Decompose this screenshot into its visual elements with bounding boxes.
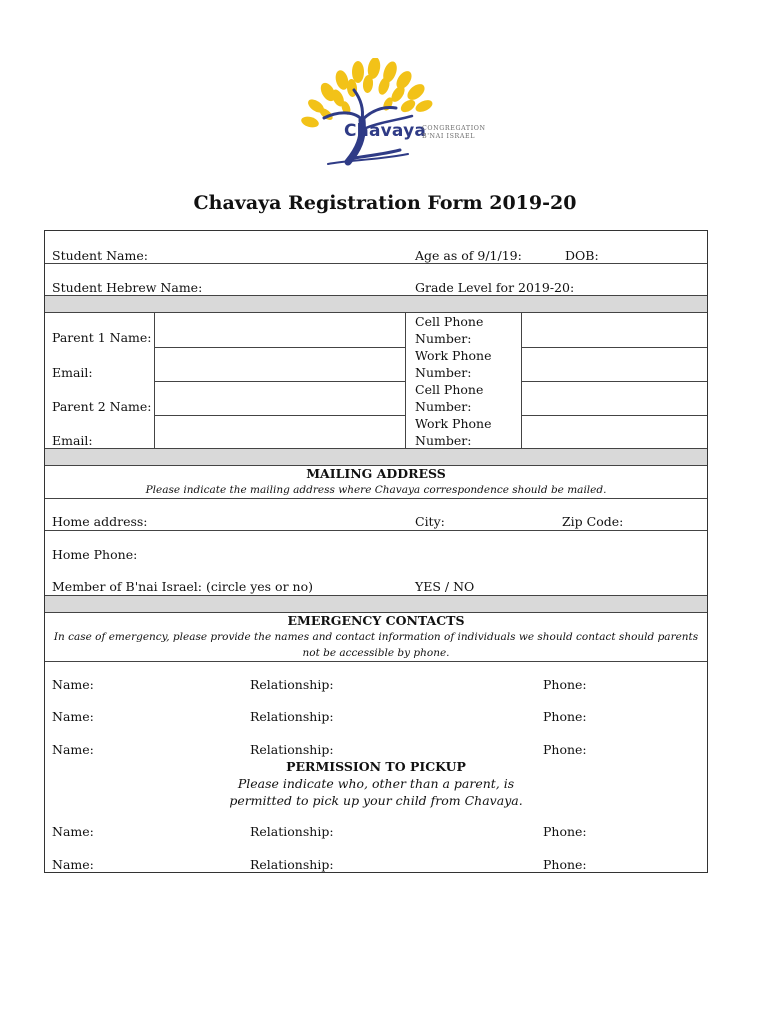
emergency-name-label-1: Name: bbox=[52, 677, 94, 692]
home-address-label: Home address: bbox=[52, 514, 148, 529]
pickup-relationship-label-1: Relationship: bbox=[250, 824, 334, 839]
member-yes-no: YES / NO bbox=[415, 579, 475, 594]
student-hebrew-name-label: Student Hebrew Name: bbox=[52, 280, 203, 295]
mailing-address-heading: MAILING ADDRESS bbox=[306, 466, 446, 481]
section-divider-emergency bbox=[45, 595, 707, 612]
city-label: City: bbox=[415, 514, 445, 529]
parent1-work-label: Work Phone Number: bbox=[415, 348, 492, 380]
pickup-phone-label-2: Phone: bbox=[543, 857, 587, 872]
pickup-relationship-label-2: Relationship: bbox=[250, 857, 334, 872]
emergency-phone-label-2: Phone: bbox=[543, 709, 587, 724]
logo-wordmark: Chavaya bbox=[344, 121, 427, 141]
emergency-name-label-2: Name: bbox=[52, 709, 94, 724]
emergency-relationship-label-1: Relationship: bbox=[250, 677, 334, 692]
section-divider-parents bbox=[45, 295, 707, 312]
logo-subtitle-line2: B'NAI ISRAEL bbox=[422, 133, 475, 140]
grade-level-label: Grade Level for 2019-20: bbox=[415, 280, 575, 295]
home-phone-label: Home Phone: bbox=[52, 547, 138, 562]
parent2-work-label: Work Phone Number: bbox=[415, 416, 492, 448]
parent2-cell-label: Cell Phone Number: bbox=[415, 382, 484, 414]
student-name-label: Student Name: bbox=[52, 248, 148, 263]
parent2-email-label: Email: bbox=[52, 433, 93, 448]
member-label: Member of B'nai Israel: (circle yes or no) bbox=[52, 579, 313, 594]
chavaya-logo bbox=[288, 58, 488, 170]
section-divider-mailing bbox=[45, 448, 707, 465]
emergency-contacts-heading: EMERGENCY CONTACTS bbox=[287, 613, 465, 628]
parent1-email-label: Email: bbox=[52, 365, 93, 380]
parent2-name-label: Parent 2 Name: bbox=[52, 399, 152, 414]
pickup-name-label-2: Name: bbox=[52, 857, 94, 872]
zip-code-label: Zip Code: bbox=[562, 514, 624, 529]
pickup-note-line1: Please indicate who, other than a parent, is bbox=[237, 776, 515, 791]
parent1-name-label: Parent 1 Name: bbox=[52, 330, 152, 345]
emergency-phone-label-3: Phone: bbox=[543, 742, 587, 757]
pickup-name-label-1: Name: bbox=[52, 824, 94, 839]
emergency-relationship-label-2: Relationship: bbox=[250, 709, 334, 724]
pickup-note-line2: permitted to pick up your child from Chavaya. bbox=[229, 793, 523, 808]
registration-form bbox=[44, 230, 708, 873]
emergency-contacts-note: In case of emergency, please provide the names and contact information of individuals we should contact should parents not be accessible by phone. bbox=[53, 631, 699, 659]
logo-subtitle bbox=[422, 125, 486, 141]
dob-label: DOB: bbox=[565, 248, 599, 263]
mailing-address-note: Please indicate the mailing address where Chavaya correspondence should be mailed. bbox=[145, 484, 607, 496]
emergency-name-label-3: Name: bbox=[52, 742, 94, 757]
emergency-phone-label-1: Phone: bbox=[543, 677, 587, 692]
logo-subtitle-line1: CONGREGATION bbox=[422, 125, 486, 132]
pickup-phone-label-1: Phone: bbox=[543, 824, 587, 839]
age-label: Age as of 9/1/19: bbox=[415, 248, 522, 263]
tree-icon bbox=[288, 58, 488, 170]
form-title: Chavaya Registration Form 2019-20 bbox=[193, 192, 577, 214]
emergency-relationship-label-3: Relationship: bbox=[250, 742, 334, 757]
pickup-permission-heading: PERMISSION TO PICKUP bbox=[286, 759, 466, 774]
parent1-cell-label: Cell Phone Number: bbox=[415, 314, 484, 346]
